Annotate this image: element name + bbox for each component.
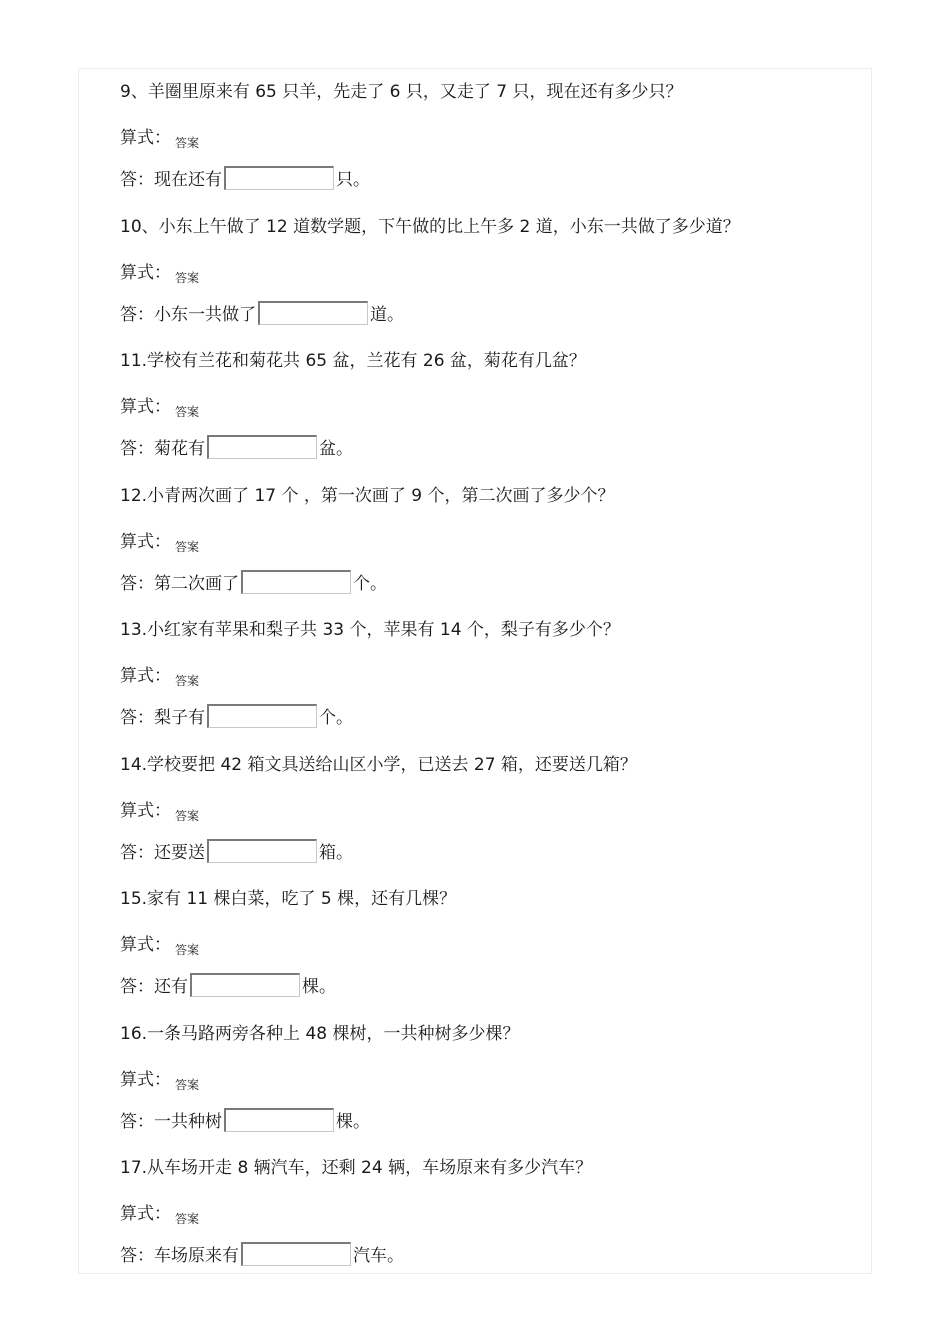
- formula-line: [120, 530, 199, 555]
- problem-9: [120, 80, 860, 215]
- answer-prefix: 答：现在还有: [120, 170, 222, 190]
- answer-suffix: 个。: [319, 708, 353, 728]
- problem-14: [120, 753, 860, 888]
- answer-input[interactable]: [224, 1108, 334, 1132]
- formula-line: [120, 395, 199, 420]
- problem-list: [120, 80, 860, 1291]
- formula-label: 算式：: [120, 397, 171, 417]
- formula-label: 算式：: [120, 1069, 171, 1090]
- answer-suffix: 箱。: [319, 842, 353, 863]
- question-text: 15.家有 11 棵白菜，吃了 5 棵，还有几棵？: [120, 889, 457, 909]
- answer-line: [120, 841, 353, 865]
- answer-prefix: 答：还有: [120, 977, 188, 997]
- answer-suffix: 盆。: [319, 439, 353, 459]
- formula-label: 算式：: [120, 128, 171, 148]
- formula-label: 算式：: [120, 666, 171, 686]
- answer-hint-link[interactable]: 答案: [175, 943, 200, 957]
- formula-label: 算式：: [120, 531, 171, 552]
- answer-line: [120, 437, 353, 461]
- answer-line: [120, 1244, 404, 1268]
- answer-line: [120, 303, 404, 327]
- formula-line: [120, 664, 199, 689]
- answer-input[interactable]: [207, 704, 317, 728]
- formula-line: [120, 261, 199, 286]
- problem-17: [120, 1156, 860, 1291]
- question-text: 11.学校有兰花和菊花共 65 盆，兰花有 26 盆，菊花有几盆？: [120, 351, 586, 371]
- problem-10: [120, 215, 860, 350]
- formula-label: 算式：: [120, 935, 171, 955]
- answer-line: [120, 706, 353, 730]
- answer-prefix: 答：第二次画了: [120, 573, 239, 594]
- answer-input[interactable]: [207, 839, 317, 863]
- formula-label: 算式：: [120, 800, 171, 821]
- answer-suffix: 棵。: [336, 1111, 370, 1132]
- answer-hint-link[interactable]: 答案: [175, 270, 200, 285]
- answer-prefix: 答：还要送: [120, 842, 205, 863]
- question-text: 14.学校要把 42 箱文具送给山区小学，已送去 27 箱，还要送几箱？: [120, 754, 637, 775]
- formula-label: 算式：: [120, 1204, 171, 1224]
- formula-line: [120, 933, 199, 958]
- answer-input[interactable]: [207, 435, 317, 459]
- answer-prefix: 答：菊花有: [120, 439, 205, 459]
- answer-hint-link[interactable]: 答案: [175, 405, 200, 419]
- answer-hint-link[interactable]: 答案: [175, 136, 200, 150]
- problem-12: [120, 484, 860, 619]
- answer-prefix: 答：车场原来有: [120, 1246, 239, 1266]
- question-text: 13.小红家有苹果和梨子共 33 个，苹果有 14 个，梨子有多少个？: [120, 620, 620, 640]
- answer-hint-link[interactable]: 答案: [175, 674, 200, 688]
- formula-line: [120, 1202, 199, 1227]
- problem-15: [120, 887, 860, 1022]
- problem-13: [120, 618, 860, 753]
- answer-line: [120, 572, 387, 596]
- problem-16: [120, 1022, 860, 1157]
- question-text: 10、小东上午做了 12 道数学题，下午做的比上午多 2 道，小东一共做了多少道？: [120, 216, 740, 237]
- answer-line: [120, 1110, 370, 1134]
- answer-input[interactable]: [190, 973, 300, 997]
- formula-line: [120, 126, 199, 151]
- answer-line: [120, 975, 336, 999]
- answer-hint-link[interactable]: 答案: [175, 1212, 200, 1226]
- answer-hint-link[interactable]: 答案: [175, 1077, 200, 1092]
- answer-suffix: 道。: [370, 304, 404, 325]
- answer-hint-link[interactable]: 答案: [175, 539, 200, 554]
- formula-line: [120, 1068, 199, 1093]
- formula-line: [120, 799, 199, 824]
- answer-input[interactable]: [241, 570, 351, 594]
- answer-suffix: 只。: [336, 170, 370, 190]
- question-text: 9、羊圈里原来有 65 只羊，先走了 6 只，又走了 7 只，现在还有多少只？: [120, 82, 683, 102]
- question-text: 17.从车场开走 8 辆汽车，还剩 24 辆，车场原来有多少汽车？: [120, 1158, 593, 1178]
- problem-11: [120, 349, 860, 484]
- answer-hint-link[interactable]: 答案: [175, 808, 200, 823]
- answer-prefix: 答：小东一共做了: [120, 304, 256, 325]
- answer-prefix: 答：梨子有: [120, 708, 205, 728]
- formula-label: 算式：: [120, 262, 171, 283]
- answer-prefix: 答：一共种树: [120, 1111, 222, 1132]
- question-text: 12.小青两次画了 17 个 ，第一次画了 9 个，第二次画了多少个？: [120, 485, 615, 506]
- answer-input[interactable]: [224, 166, 334, 190]
- answer-suffix: 汽车。: [353, 1246, 404, 1266]
- answer-input[interactable]: [258, 301, 368, 325]
- answer-input[interactable]: [241, 1242, 351, 1266]
- question-text: 16.一条马路两旁各种上 48 棵树，一共种树多少棵？: [120, 1023, 520, 1044]
- answer-line: [120, 168, 370, 192]
- answer-suffix: 棵。: [302, 977, 336, 997]
- answer-suffix: 个。: [353, 573, 387, 594]
